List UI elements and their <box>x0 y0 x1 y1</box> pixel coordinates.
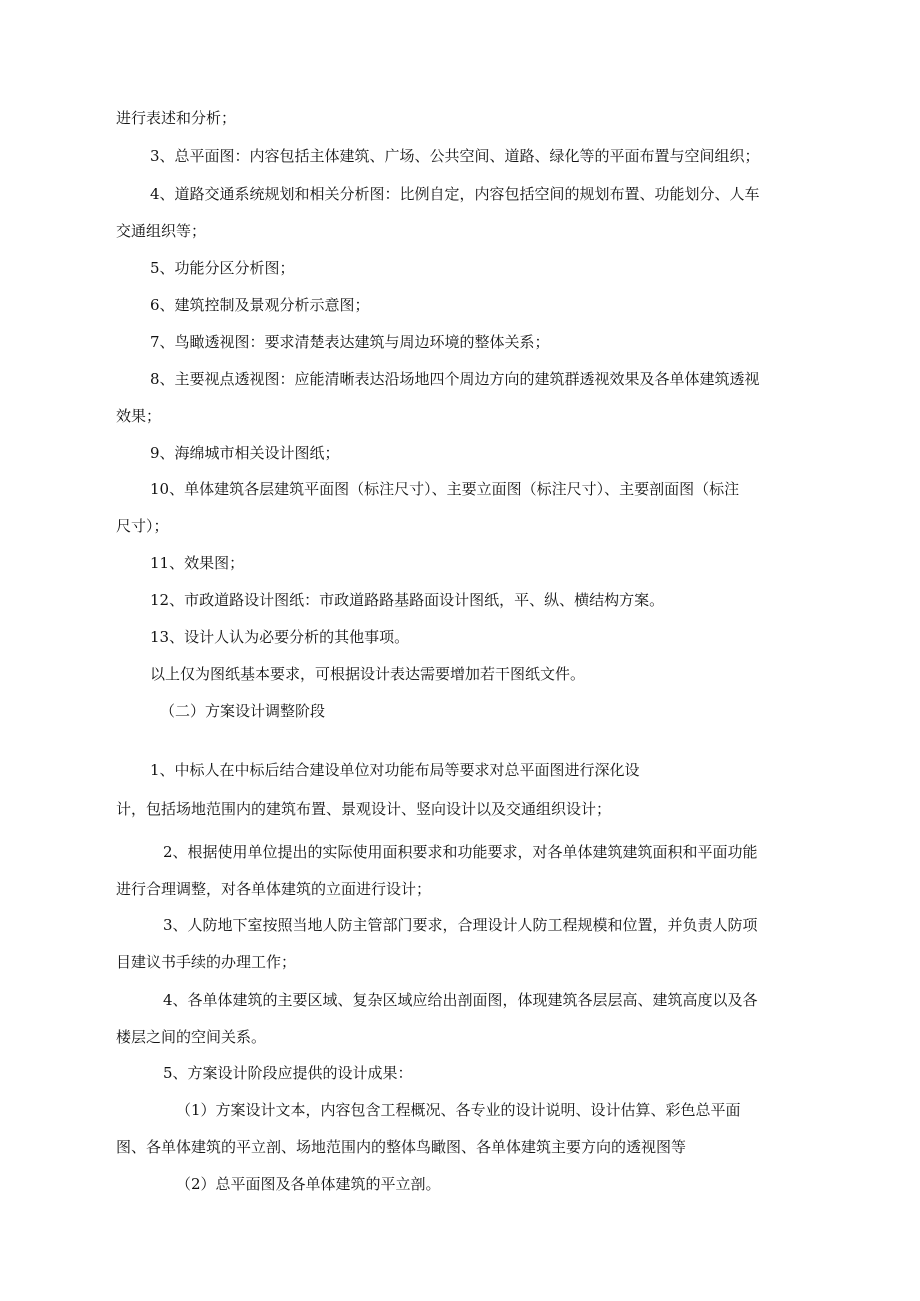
text-line: （1）方案设计文本，内容包含工程概况、各专业的设计说明、设计估算、彩色总平面 <box>176 1101 741 1119</box>
text-line: 以上仅为图纸基本要求，可根据设计表达需要增加若干图纸文件。 <box>150 665 586 683</box>
text-line: 10、单体建筑各层建筑平面图（标注尺寸）、主要立面图（标注尺寸）、主要剖面图（标注 <box>150 480 740 498</box>
text-line: 4、道路交通系统规划和相关分析图：比例自定，内容包括空间的规划布置、功能划分、人车 <box>150 185 760 203</box>
text-line: 目建议书手续的办理工作； <box>116 953 297 971</box>
text-line: 进行合理调整，对各单体建筑的立面进行设计； <box>116 880 432 898</box>
text-line: 7、鸟瞰透视图：要求清楚表达建筑与周边环境的整体关系； <box>150 333 550 351</box>
text-line: 2、根据使用单位提出的实际使用面积要求和功能要求，对各单体建筑建筑面积和平面功能 <box>163 843 758 861</box>
text-line: 3、总平面图：内容包括主体建筑、广场、公共空间、道路、绿化等的平面布置与空间组织； <box>150 147 760 165</box>
text-line: 3、人防地下室按照当地人防主管部门要求，合理设计人防工程规模和位置，并负责人防项 <box>163 916 758 934</box>
text-line: 9、海绵城市相关设计图纸； <box>150 444 340 462</box>
text-line: 12、市政道路设计图纸：市政道路路基路面设计图纸，平、纵、横结构方案。 <box>150 591 665 609</box>
text-line: 11、效果图； <box>150 554 245 572</box>
text-line: 效果； <box>116 407 162 425</box>
text-line: 6、建筑控制及景观分析示意图； <box>150 296 370 314</box>
section-heading: （二）方案设计调整阶段 <box>160 702 326 720</box>
text-line: 交通组织等； <box>116 222 207 240</box>
text-line: 计，包括场地范围内的建筑布置、景观设计、竖向设计以及交通组织设计； <box>116 800 612 818</box>
text-line: 8、主要视点透视图：应能清晰表达沿场地四个周边方向的建筑群透视效果及各单体建筑透视 <box>150 370 760 388</box>
text-line: 楼层之间的空间关系。 <box>116 1028 267 1046</box>
text-line: 13、设计人认为必要分析的其他事项。 <box>150 628 410 646</box>
text-line: 1、中标人在中标后结合建设单位对功能布局等要求对总平面图进行深化设 <box>150 761 640 779</box>
text-line: 5、方案设计阶段应提供的设计成果： <box>163 1064 413 1082</box>
text-line: 5、功能分区分析图； <box>150 259 295 277</box>
text-line: 4、各单体建筑的主要区域、复杂区域应给出剖面图，体现建筑各层层高、建筑高度以及各 <box>163 991 758 1009</box>
text-line: 进行表述和分析； <box>116 109 237 127</box>
text-line: 图、各单体建筑的平立剖、场地范围内的整体鸟瞰图、各单体建筑主要方向的透视图等 <box>116 1138 687 1156</box>
text-line: （2）总平面图及各单体建筑的平立剖。 <box>176 1175 441 1193</box>
text-line: 尺寸）； <box>116 517 169 535</box>
